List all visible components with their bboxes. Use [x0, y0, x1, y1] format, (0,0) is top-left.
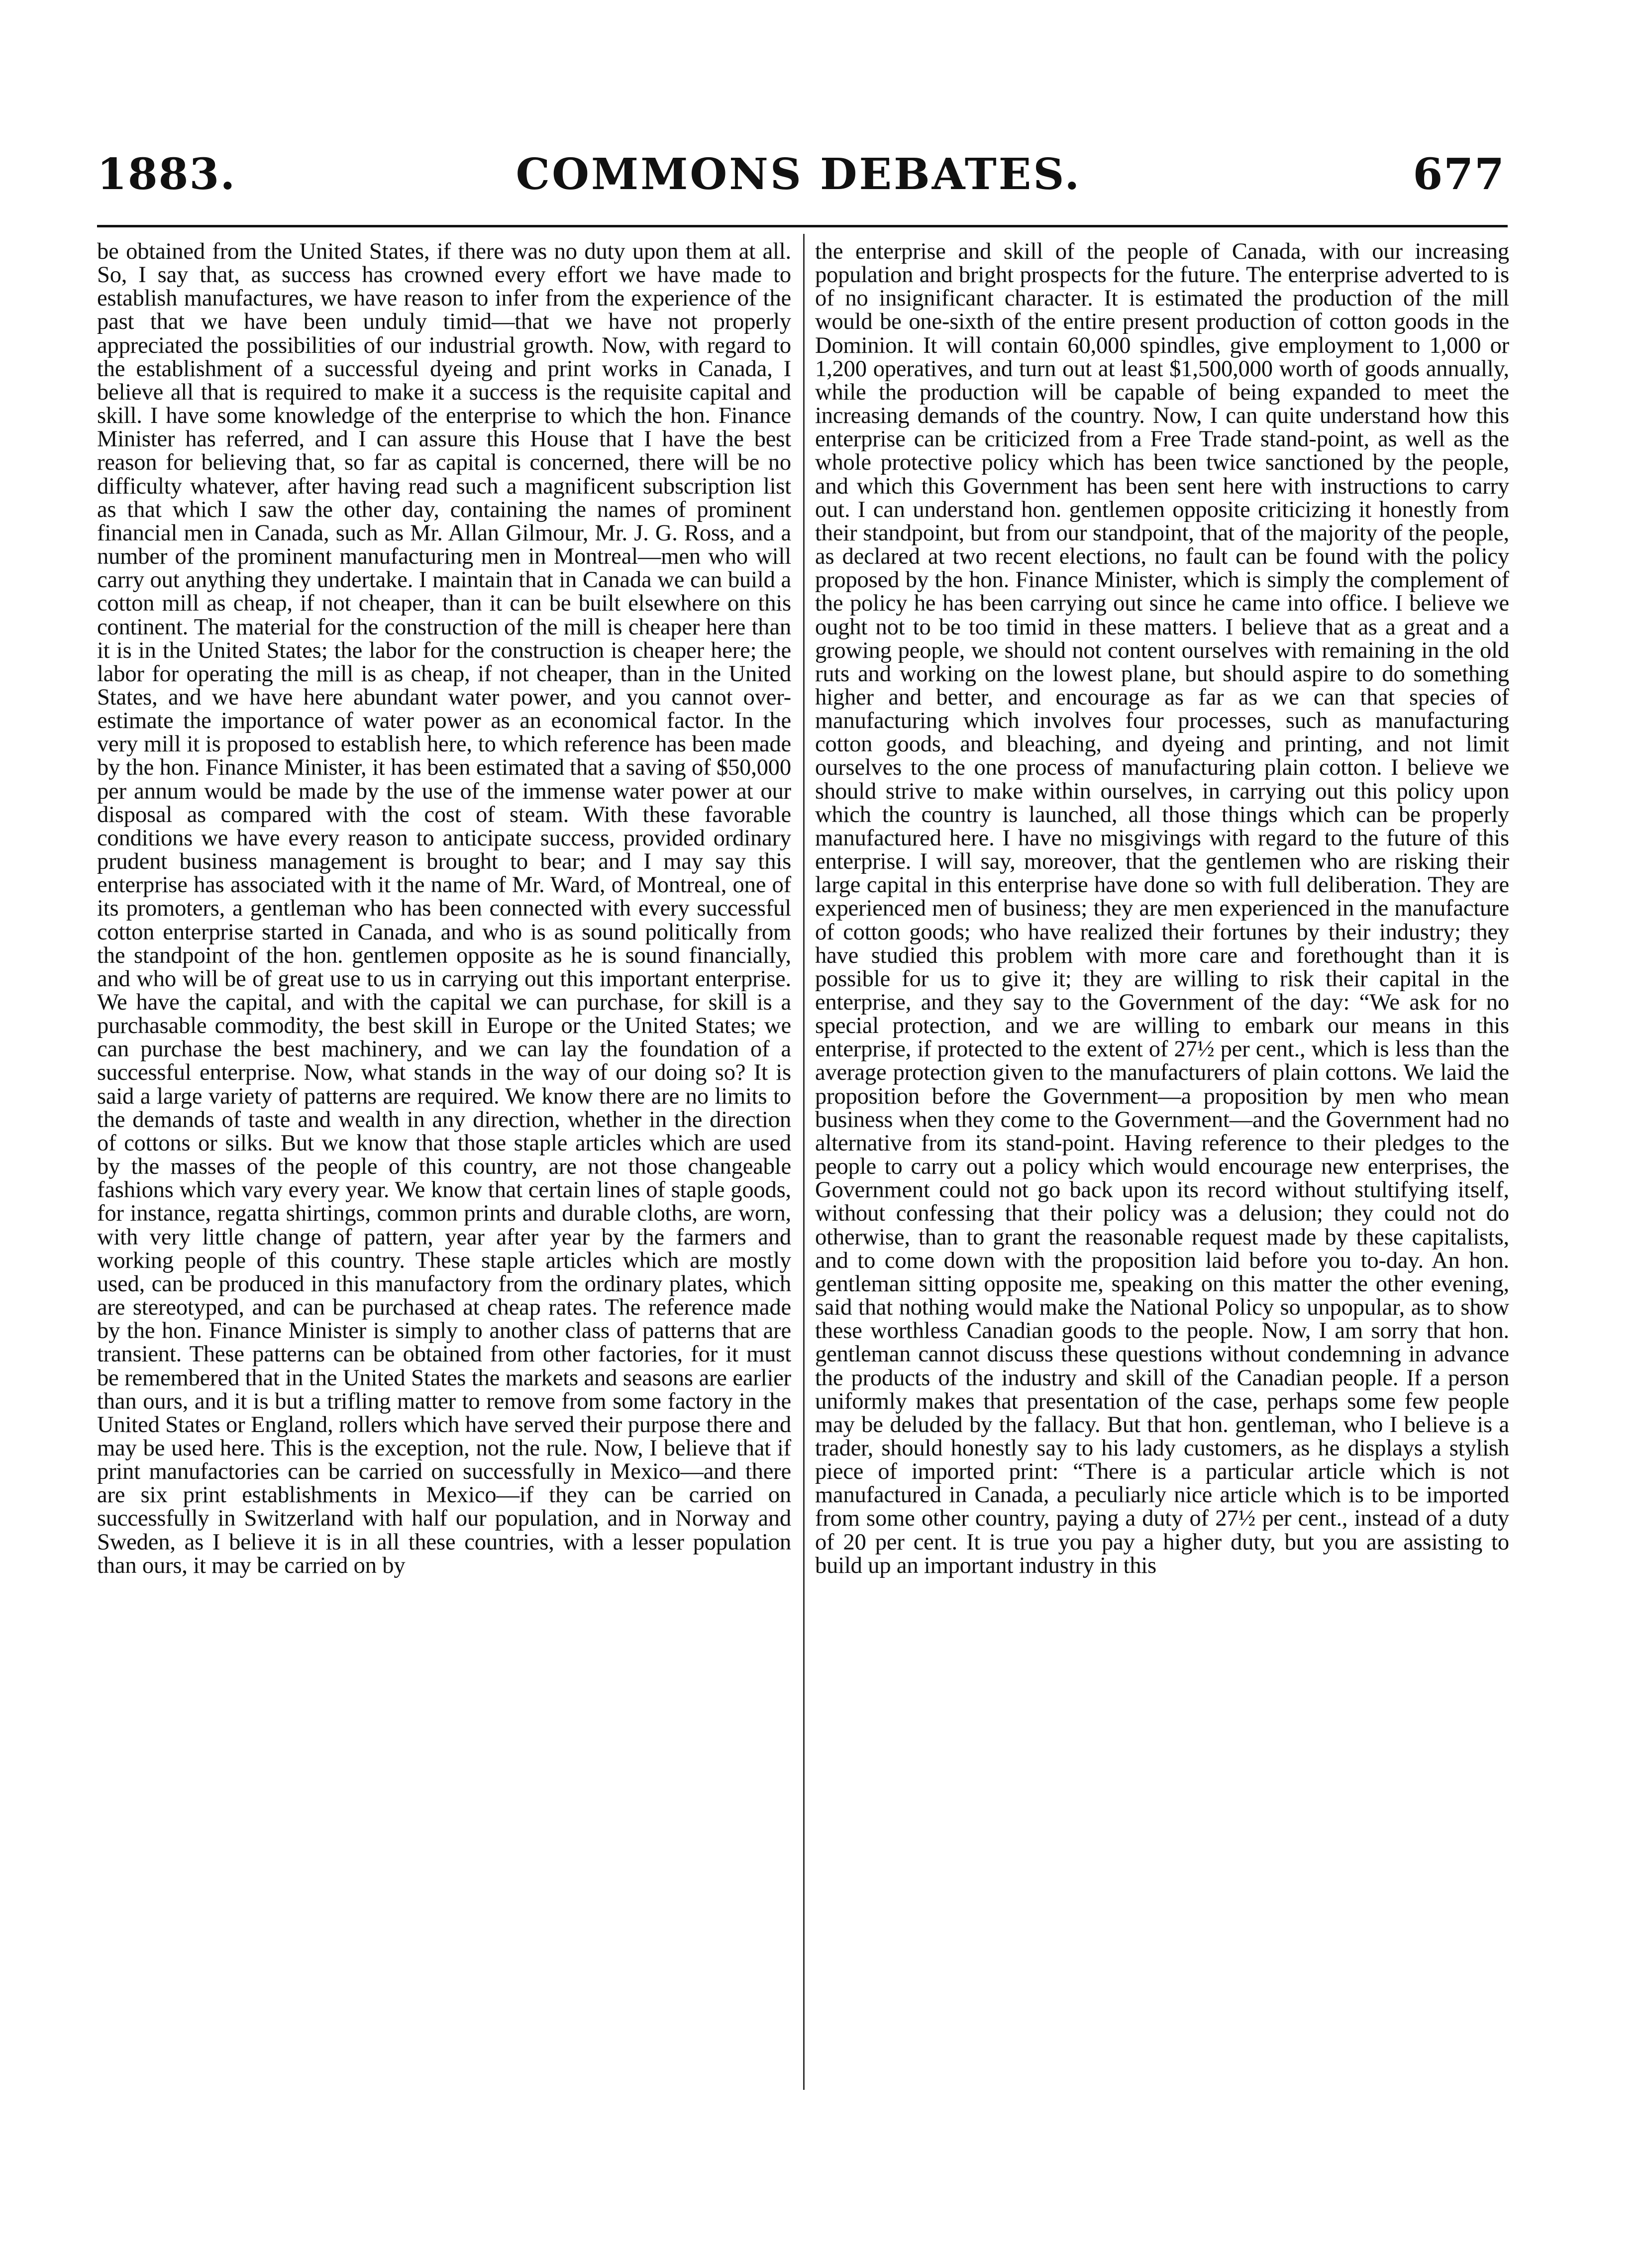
header-year: 1883. [97, 149, 236, 200]
left-column-text: be obtained from the United States, if there was no duty upon them at all. So, I say that, as success has crowned every effort we have made to establish manufactures, we have reason to infer from the experience of the past that we have been unduly timid—that we have not properly appreciated the possibilities of our industrial growth. Now, with regard to the establishment of a successful dyeing and print works in Canada, I believe all that is required to make it a success is the requisite capital and skill. I have some knowledge of the enterprise to which the hon. Finance Minister has referred, and I can assure this House that I have the best reason for believing that, so far as capital is concerned, there will be no difficulty whatever, after having read such a magnificent subscription list as that which I saw the other day, containing the names of prominent financial men in Canada, such as Mr. Allan Gilmour, Mr. J. G. Ross, and a number of the prominent manufacturing men in Montreal—men who will carry out anything they undertake. I maintain that in Canada we can build a cotton mill as cheap, if not cheaper, than it can be built elsewhere on this continent. The material for the construction of the mill is cheaper here than it is in the United States; the labor for the construction is cheaper here; the labor for operating the mill is as cheap, if not cheaper, than in the United States, and we have here abundant water power, and you cannot over-estimate the importance of water power as an economical factor. In the very mill it is proposed to establish here, to which reference has been made by the hon. Finance Minister, it has been estimated that a saving of $50,000 per annum would be made by the use of the immense water power at our disposal as compared with the cost of steam. With these favorable conditions we have every reason to anticipate success, provided ordinary prudent business management is brought to bear; and I may say this enterprise has associated with it the name of Mr. Ward, of Montreal, one of its promoters, a gentleman who has been connected with every successful cotton enterprise started in Canada, and who is as sound politically from the standpoint of the hon. gentlemen opposite as he is sound financially, and who will be of great use to us in carrying out this important enterprise. We have the capital, and with the capital we can purchase, for skill is a purchasable commodity, the best skill in Europe or the United States; we can purchase the best machinery, and we can lay the foundation of a successful enterprise. Now, what stands in the way of our doing so? It is said a large variety of patterns are required. We know there are no limits to the demands of taste and wealth in any direction, whether in the direction of cottons or silks. But we know that those staple articles which are used by the masses of the people of this country, are not those changeable fashions which vary every year. We know that certain lines of staple goods, for instance, regatta shirtings, common prints and durable cloths, are worn, with very little change of pattern, year after year by the farmers and working people of this country. These staple articles which are mostly used, can be produced in this manufactory from the ordinary plates, which are stereotyped, and can be purchased at cheap rates. The reference made by the hon. Finance Minister is simply to another class of patterns that are transient. These patterns can be obtained from other factories, for it must be remembered that in the United States the markets and seasons are earlier than ours, and it is but a trifling matter to remove from some factory in the United States or England, rollers which have served their purpose there and may be used here. This is the exception, not the rule. Now, I believe that if print manufactories can be carried on successfully in Mexico—and there are six print establishments in Mexico—if they can be carried on successfully in Switzerland with half our population, and in Norway and Sweden, as I believe it is in all these countries, with a lesser population than ours, it may be carried on by [97, 238, 791, 1578]
header-rule [97, 225, 1508, 227]
right-column-text: the enterprise and skill of the people of Canada, with our increasing population and bright prospects for the future. The enterprise adverted to is of no insignificant character. It is estimated the production of the mill would be one-sixth of the entire present production of cotton goods in the Dominion. It will contain 60,000 spindles, give employment to 1,000 or 1,200 operatives, and turn out at least $1,500,000 worth of goods annually, while the production will be capable of being expanded to meet the increasing demands of the country. Now, I can quite understand how this enterprise can be criticized from a Free Trade stand-point, as well as the whole protective policy which has been twice sanctioned by the people, and which this Government has been sent here with instructions to carry out. I can understand hon. gentlemen opposite criticizing it honestly from their standpoint, but from our standpoint, that of the majority of the people, as declared at two recent elections, no fault can be found with the policy proposed by the hon. Finance Minister, which is simply the complement of the policy he has been carrying out since he came into office. I believe we ought not to be too timid in these matters. I believe that as a great and a growing people, we should not content ourselves with remaining in the old ruts and working on the lowest plane, but should aspire to do something higher and better, and encourage as far as we can that species of manufacturing which involves four processes, such as manufacturing cotton goods, and bleaching, and dyeing and printing, and not limit ourselves to the one process of manufacturing plain cotton. I believe we should strive to make within ourselves, in carrying out this policy upon which the country is launched, all those things which can be properly manufactured here. I have no misgivings with regard to the future of this enterprise. I will say, moreover, that the gentlemen who are risking their large capital in this enterprise have done so with full deliberation. They are experienced men of business; they are men experienced in the manufacture of cotton goods; who have realized their fortunes by their industry; they have studied this problem with more care and forethought than it is possible for us to give it; they are willing to risk their capital in the enterprise, and they say to the Government of the day: “We ask for no special protection, and we are willing to embark our means in this enterprise, if protected to the extent of 27½ per cent., which is less than the average protection given to the manufacturers of plain cottons. We laid the proposition before the Government—a proposition by men who mean business when they come to the Government—and the Government had no alternative from its stand-point. Having reference to their pledges to the people to carry out a policy which would encourage new enterprises, the Government could not go back upon its record without stultifying itself, without confessing that their policy was a delusion; they could not do otherwise, than to grant the reasonable request made by these capitalists, and to come down with the proposition laid before you to-day. An hon. gentleman sitting opposite me, speaking on this matter the other evening, said that nothing would make the National Policy so unpopular, as to show these worthless Canadian goods to the people. Now, I am sorry that hon. gentleman cannot discuss these questions without condemning in advance the products of the industry and skill of the Canadian people. If a person uniformly makes that presentation of the case, perhaps some few people may be deluded by the fallacy. But that hon. gentleman, who I believe is a trader, should honestly say to his lady customers, as he displays a stylish piece of imported print: “There is a particular article which is not manufactured in Canada, a peculiarly nice article which is to be imported from some other country, paying a duty of 27½ per cent., instead of a duty of 20 per cent. It is true you pay a higher duty, but you are assisting to build up an important industry in this [815, 238, 1509, 1578]
column-divider [803, 234, 805, 2090]
header-title: COMMONS DEBATES. [515, 149, 1082, 200]
header-page-number: 677 [1413, 149, 1505, 200]
left-column [97, 240, 791, 1577]
right-column [815, 240, 1509, 1577]
page-header [92, 149, 1505, 209]
